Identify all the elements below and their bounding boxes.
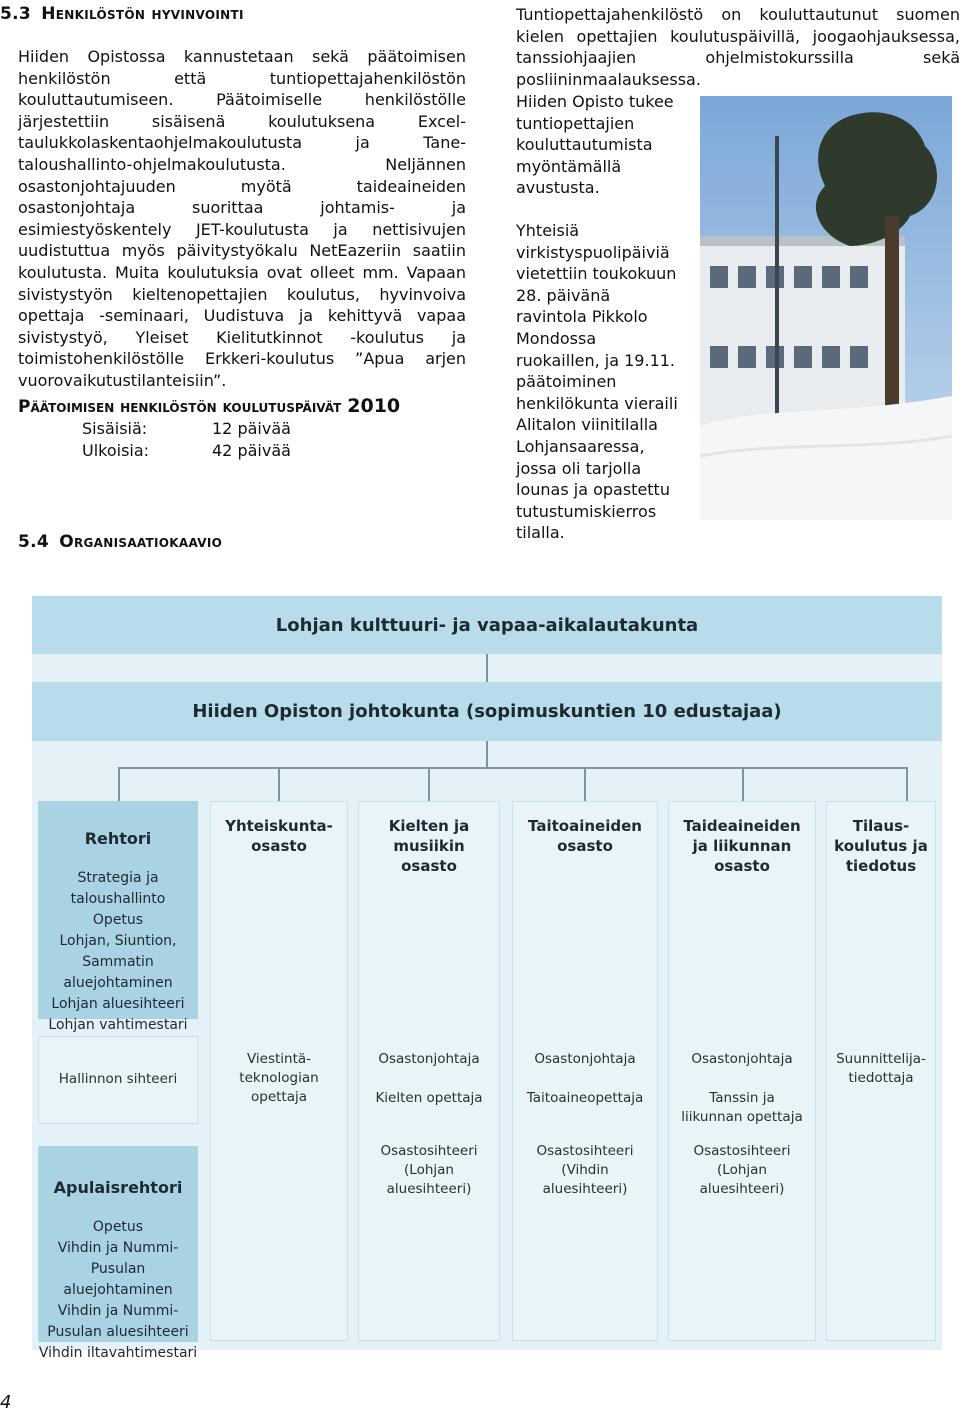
training-days-year: 2010 (347, 395, 401, 417)
vice-rector-box (38, 1146, 198, 1361)
training-days-table (82, 418, 291, 461)
dept-tilauskoulutus (826, 801, 936, 1341)
external-row (82, 440, 291, 462)
right-intro (516, 4, 960, 90)
internal-value: 12 päivää (212, 419, 291, 438)
external-label: Ulkoisia: (82, 440, 150, 460)
dept-taitoaineet-item-1: Osastonjohtaja (534, 1051, 636, 1067)
dept-yhteiskunta-head: Yhteiskunta- osasto (225, 817, 333, 855)
section-heading-5-3 (0, 4, 244, 24)
connector-mid (486, 741, 488, 767)
dept-taideaineet (668, 801, 816, 1341)
connector-horizontal (118, 767, 906, 769)
vice-rector-title: Apulaisrehtori (53, 1178, 183, 1197)
connector-col5 (742, 767, 744, 801)
dept-taideaineet-head: Taideaineiden ja liikunnan osasto (683, 817, 801, 875)
dept-taideaineet-item-2: Tanssin ja liikunnan opettaja (681, 1090, 803, 1125)
left-paragraph (18, 46, 466, 392)
connector-col6 (906, 767, 908, 801)
dept-taitoaineet (512, 801, 658, 1341)
building-photo (700, 96, 952, 520)
connector-col3 (428, 767, 430, 801)
dept-taitoaineet-item-3: Osastosihteeri (Vihdin aluesihteeri) (536, 1143, 634, 1197)
right-support (516, 91, 684, 199)
rector-duties: Strategia ja taloushallinto Opetus Lohjan, Siuntion, Sammatin aluejohtaminen Lohjan aluesihteeri Lohjan vahtimestari (48, 870, 188, 1033)
section-heading-5-4 (18, 532, 222, 552)
page-number: 4 (0, 1392, 12, 1413)
section-title: Henkilöstön hyvinvointi (41, 4, 244, 24)
dept-taitoaineet-head: Taitoaineiden osasto (528, 817, 642, 855)
external-value: 42 päivää (212, 440, 291, 460)
board-lohja (32, 596, 942, 654)
building-photo-image (700, 96, 952, 520)
rector-title: Rehtori (84, 829, 152, 848)
section-number: 5.4 (18, 532, 50, 552)
internal-label: Sisäisiä: (82, 419, 148, 438)
dept-kielten (358, 801, 500, 1341)
dept-taitoaineet-item-2: Taitoaineopettaja (526, 1090, 644, 1106)
right-events (516, 220, 684, 544)
dept-yhteiskunta (210, 801, 348, 1341)
dept-taideaineet-item-3: Osastosihteeri (Lohjan aluesihteeri) (693, 1143, 791, 1197)
dept-tilauskoulutus-head: Tilaus- koulutus ja tiedotus (834, 817, 928, 875)
admin-secretary-label: Hallinnon sihteeri (58, 1071, 178, 1087)
vice-rector-duties: Opetus Vihdin ja Nummi- Pusulan aluejohtaminen Vihdin ja Nummi- Pusulan aluesihteeri Vihdin iltavahtimestari (38, 1219, 198, 1361)
dept-kielten-head: Kielten ja musiikin osasto (388, 817, 470, 875)
training-days-title: Päätoimisen henkilöstön koulutuspäivät (18, 397, 342, 417)
training-days-heading (18, 395, 400, 417)
dept-yhteiskunta-item-1: Viestintä- teknologian opettaja (239, 1051, 319, 1105)
right-events-text: Yhteisiä virkistyspuolipäiviä vietettiin toukokuun 28. päivänä ravintola Pikkolo Mondossa ruokaillen, ja 19.11. päätoiminen henkilökunta vieraili Alitalon viinitilalla Lohjansaaressa, jossa oli tarjolla lounas ja opastettu tutustumiskierros tilalla. (516, 221, 678, 543)
connector-col1 (118, 767, 120, 801)
board-hiiden (32, 682, 942, 741)
internal-row (82, 418, 291, 440)
dept-tilauskoulutus-item-1: Suunnittelija- tiedottaja (836, 1051, 926, 1086)
right-intro-text: Tuntiopettajahenkilöstö on kouluttautunut suomen kielen opettajien koulutuspäivillä, joogaohjauksessa, tanssiohjaajien ohjelmistokurssilla sekä posliininmaalauksessa. (516, 5, 960, 89)
connector-top (486, 654, 488, 682)
board-hiiden-label: Hiiden Opiston johtokunta (sopimuskuntien 10 edustajaa) (192, 701, 782, 722)
org-chart (32, 596, 942, 1361)
dept-kielten-item-1: Osastonjohtaja (378, 1051, 480, 1067)
right-support-text: Hiiden Opisto tukee tuntiopettajien kouluttautumista myöntämällä avustusta. (516, 92, 674, 198)
board-lohja-label: Lohjan kulttuuri- ja vapaa-aikalautakunta (275, 614, 699, 636)
section-number: 5.3 (0, 4, 32, 24)
rector-box (38, 801, 198, 1033)
connector-col4 (584, 767, 586, 801)
connector-col2 (278, 767, 280, 801)
dept-kielten-item-3: Osastosihteeri (Lohjan aluesihteeri) (380, 1143, 478, 1197)
admin-secretary-box (38, 1036, 198, 1124)
section-title: Organisaatiokaavio (59, 532, 223, 552)
dept-taideaineet-item-1: Osastonjohtaja (691, 1051, 793, 1067)
dept-kielten-item-2: Kielten opettaja (375, 1090, 483, 1106)
staff-training-text: Hiiden Opistossa kannustetaan sekä päätoimisen henkilöstön että tuntiopettajahenkilöstön kouluttautumiseen. Päätoimiselle henkilöstölle järjestettiin sisäisenä koulutuksena Excel-taulukkolaskentaohjelmakoulutusta ja Tane-taloushallinto-ohjelmakoulutusta. Neljännen osastonjohtajuuden myötä taideaineiden osastonjohtaja suorittaa johtamis- ja esimiestyöskentely JET-koulutusta ja nettisivujen uudistuttua myös päivitystyökalu NetEazeriin saatiin koulutusta. Muita koulutuksia ovat olleet mm. Vapaan sivistystyön kieltenopettajien koulutus, hyvinvoiva opettaja -seminaari, Uudistuva ja kehittyvä vapaa sivistystyö, Yleiset Kielitutkinnot -koulutus ja toimistohenkilöstölle Erkkeri-koulutus ”Apua arjen vuorovaikutustilanteisiin”. (18, 47, 466, 390)
